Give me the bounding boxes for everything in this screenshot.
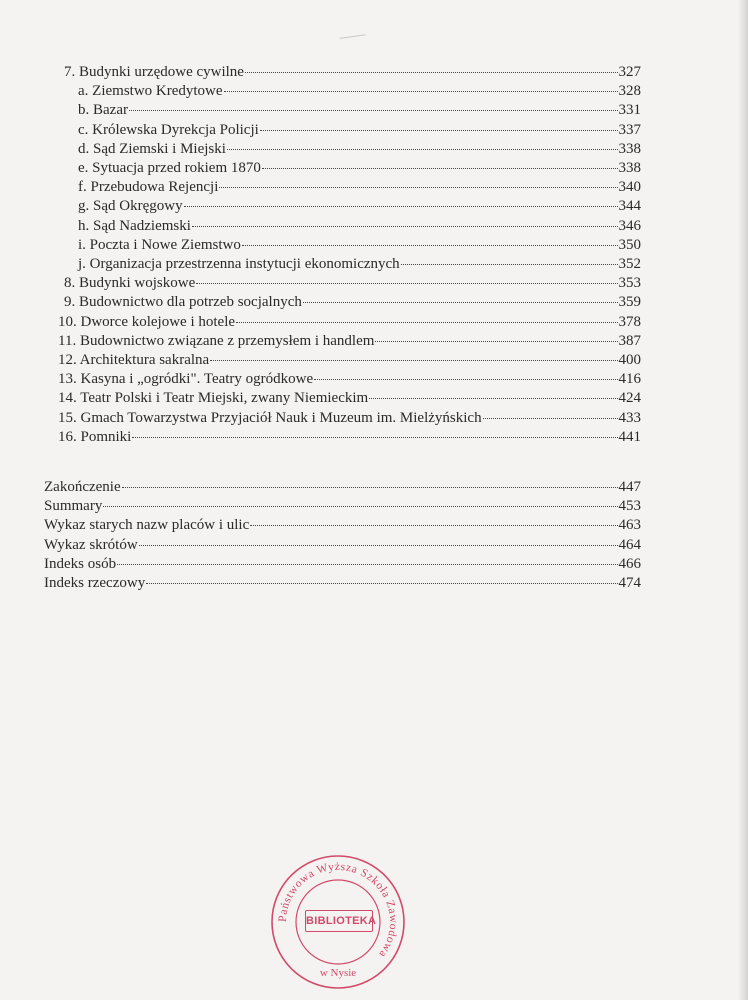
- toc-entry-page: 416: [618, 371, 641, 388]
- toc-entry: [44, 573, 641, 593]
- toc-entry-page: 327: [618, 64, 641, 80]
- dot-leader: [210, 359, 617, 361]
- toc-entry-page: 350: [618, 236, 641, 253]
- stamp-center-label: BIBLIOTEKA: [305, 910, 373, 932]
- toc-entry-title: Wykaz starych nazw placów i ulic: [44, 517, 250, 534]
- toc-entry-page: 474: [618, 575, 641, 591]
- dot-leader: [122, 486, 618, 488]
- toc-entry-page: 340: [618, 179, 641, 196]
- toc-entry: [78, 216, 641, 236]
- dot-leader: [132, 436, 617, 438]
- toc-entry-page: 352: [618, 256, 641, 272]
- toc-entry: [78, 139, 641, 159]
- dot-leader: [196, 282, 617, 284]
- toc-entry: [78, 196, 641, 216]
- dot-leader: [139, 544, 618, 546]
- toc-entry-title: Indeks osób: [44, 555, 117, 572]
- toc-entry-page: 466: [618, 555, 641, 572]
- toc-entry-page: 441: [618, 428, 641, 445]
- toc-entry-page: 424: [618, 390, 641, 407]
- toc-entry-title: 11. Budownictwo związane z przemysłem i handlem: [58, 332, 375, 349]
- toc-entry-title: c. Królewska Dyrekcja Policji: [78, 121, 259, 138]
- toc-entry-title: j. Organizacja przestrzenna instytucji ekonomicznych: [78, 256, 400, 272]
- toc-entry: [58, 408, 641, 428]
- stamp-bottom-text: w Nysie: [319, 967, 357, 979]
- dot-leader: [103, 505, 617, 507]
- toc-entry-page: 359: [618, 294, 641, 311]
- toc-entry: [58, 388, 641, 408]
- ink-smudge: [340, 34, 367, 45]
- toc-entry: [44, 496, 641, 516]
- toc-entry-page: 331: [618, 102, 641, 119]
- toc-entry-page: 464: [618, 536, 641, 553]
- dot-leader: [146, 582, 617, 584]
- toc-entry-page: 328: [618, 83, 641, 100]
- toc-entry-title: Summary: [44, 498, 103, 515]
- toc-entry: [44, 477, 641, 497]
- dot-leader: [401, 263, 618, 265]
- dot-leader: [262, 167, 618, 169]
- dot-leader: [314, 378, 617, 380]
- toc-entry-title: 8. Budynki wojskowe: [64, 275, 196, 292]
- toc-entry: [78, 177, 641, 197]
- toc-entry: [78, 235, 641, 255]
- toc-entry-title: 9. Budownictwo dla potrzeb socjalnych: [64, 294, 302, 311]
- toc-entry-title: 12. Architektura sakralna: [58, 352, 210, 368]
- page-edge-shadow: [738, 0, 748, 1000]
- toc-entry: [58, 427, 641, 447]
- toc-entry-title: i. Poczta i Nowe Ziemstwo: [78, 236, 241, 253]
- toc-entry: [44, 554, 641, 574]
- dot-leader: [129, 109, 618, 111]
- toc-entry: [58, 312, 641, 332]
- toc-entry-title: 15. Gmach Towarzystwa Przyjaciół Nauk i Muzeum im. Mielżyńskich: [58, 409, 482, 426]
- dot-leader: [242, 244, 618, 246]
- toc-entry-page: 387: [618, 332, 641, 349]
- stamp-ring-text: Państwowa Wyższa Szkoła Zawodowa: [276, 860, 400, 960]
- toc-entry-title: a. Ziemstwo Kredytowe: [78, 83, 223, 100]
- toc-entry-page: 344: [618, 198, 641, 215]
- toc-entry: [78, 158, 641, 178]
- toc-entry: [58, 331, 641, 351]
- toc-entry: [58, 350, 641, 370]
- toc-entry-page: 337: [618, 121, 641, 138]
- dot-leader: [245, 71, 618, 73]
- dot-leader: [219, 186, 617, 188]
- dot-leader: [184, 205, 618, 207]
- toc-entry-title: b. Bazar: [78, 102, 128, 119]
- toc-entry-title: e. Sytuacja przed rokiem 1870: [78, 160, 261, 176]
- toc-entry-page: 353: [618, 275, 641, 292]
- toc-entry: [44, 515, 641, 535]
- dot-leader: [375, 340, 617, 342]
- toc-entry-page: 378: [618, 313, 641, 330]
- dot-leader: [227, 148, 618, 150]
- toc-entry-title: 16. Pomniki: [58, 428, 132, 445]
- toc-entry: [64, 62, 641, 82]
- toc-entry: [78, 81, 641, 101]
- dot-leader: [192, 225, 618, 227]
- toc-entry-page: 433: [618, 409, 641, 426]
- toc-entry: [64, 292, 641, 312]
- dot-leader: [224, 90, 618, 92]
- toc-entry-title: Zakończenie: [44, 479, 121, 495]
- toc-entry: [44, 535, 641, 555]
- dot-leader: [260, 129, 618, 131]
- toc-entry-title: g. Sąd Okręgowy: [78, 198, 183, 215]
- dot-leader: [117, 563, 617, 565]
- toc-entry-page: 463: [618, 517, 641, 534]
- toc-entry-page: 400: [618, 352, 641, 368]
- toc-entry-title: d. Sąd Ziemski i Miejski: [78, 140, 226, 157]
- dot-leader: [303, 301, 618, 303]
- toc-entry-title: Indeks rzeczowy: [44, 575, 146, 591]
- toc-entry: [78, 120, 641, 140]
- library-stamp: [268, 852, 408, 992]
- toc-entry-page: 447: [618, 479, 641, 495]
- dot-leader: [483, 417, 618, 419]
- toc-entry-title: 14. Teatr Polski i Teatr Miejski, zwany Niemieckim: [58, 390, 369, 407]
- toc-entry-page: 338: [618, 160, 641, 176]
- toc-entry-title: h. Sąd Nadziemski: [78, 217, 191, 234]
- toc-entry: [58, 369, 641, 389]
- toc-entry-title: Wykaz skrótów: [44, 536, 138, 553]
- dot-leader: [236, 321, 617, 323]
- dot-leader: [250, 524, 617, 526]
- toc-entry-title: f. Przebudowa Rejencji: [78, 179, 219, 196]
- toc-entry-page: 453: [618, 498, 641, 515]
- toc-entry-title: 7. Budynki urzędowe cywilne: [64, 64, 244, 80]
- toc-entry-page: 346: [618, 217, 641, 234]
- toc-entry: [78, 100, 641, 120]
- toc-entry-title: 10. Dworce kolejowe i hotele: [58, 313, 236, 330]
- dot-leader: [369, 397, 617, 399]
- toc-entry: [64, 273, 641, 293]
- toc-entry-title: 13. Kasyna i „ogródki". Teatry ogródkowe: [58, 371, 314, 388]
- toc-entry: [78, 254, 641, 274]
- toc-entry-page: 338: [618, 140, 641, 157]
